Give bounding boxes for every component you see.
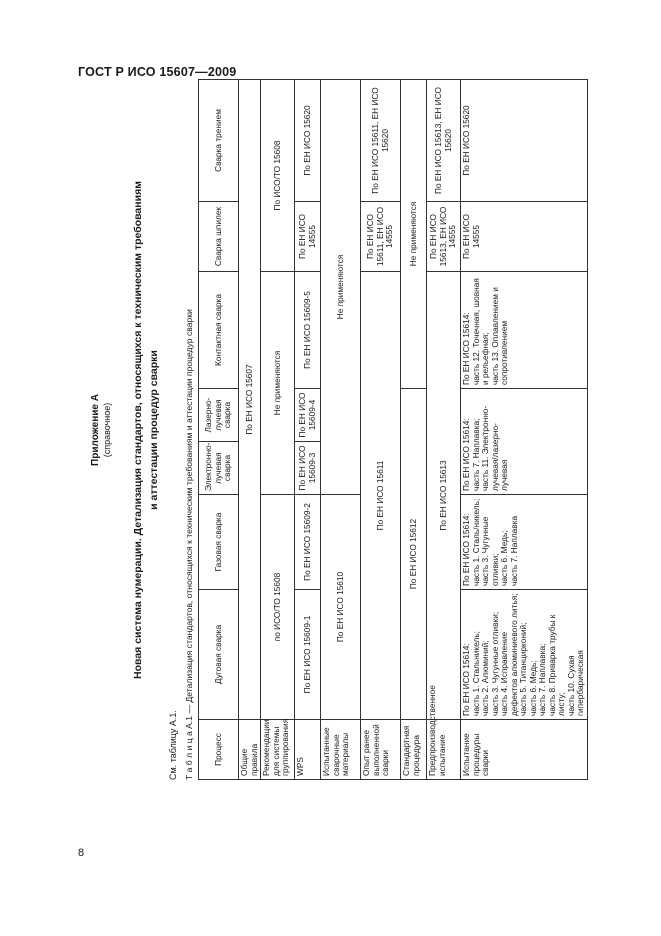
table-row xyxy=(239,80,261,780)
list-item: часть 11. Электронно-лучевая/лазерно-лучевая xyxy=(480,405,509,491)
see-table-note: См. таблицу А.1. xyxy=(168,710,178,780)
list-item: часть 6. Медь; xyxy=(499,530,509,586)
document-header: ГОСТ Р ИСО 15607—2009 xyxy=(78,65,237,79)
cell-recommend-beam-contact: Не применяются xyxy=(261,272,295,495)
cell-recommend-arc-gas: по ИСО/ТО 15608 xyxy=(261,495,295,720)
row-label-wps: WPS xyxy=(295,720,321,780)
table-row xyxy=(361,80,401,780)
col-friction: Сварка трением xyxy=(199,80,239,202)
annex-note: (справочное) xyxy=(102,402,112,458)
cell-tested-arc-gas: По ЕН ИСО 15610 xyxy=(321,495,361,720)
list-item: По ЕН ИСО 15614: xyxy=(461,418,471,491)
list-item: часть 3. Чугунные отливки; xyxy=(480,516,500,586)
cell-test-beam xyxy=(461,389,588,495)
cell-test-stud: По ЕН ИСО 14555 xyxy=(461,202,588,272)
col-stud: Сварка шпилек xyxy=(199,202,239,272)
list-item: часть 2. Алюминий; xyxy=(480,640,490,716)
row-label-experience: Опыт ранее выполненной сварки xyxy=(361,720,401,780)
cell-tested-rest: Не применяются xyxy=(321,80,361,495)
row-label-recommend: Рекомендации для системы группирования xyxy=(261,720,295,780)
list-item: часть 12. Точечная, шовная и рельефная; xyxy=(470,278,490,385)
list-item: часть 8. Приварка трубы к листу; xyxy=(546,614,566,716)
annex-title-line2: и аттестации процедур сварки xyxy=(148,350,160,510)
list-item: часть 7. Наплавка; xyxy=(537,643,547,716)
row-label-general: Общие правила xyxy=(239,720,261,780)
col-electron-beam: Электронно-лучевая сварка xyxy=(199,442,239,495)
list-item: часть 10. Сухая гипербарическая xyxy=(565,650,585,716)
cell-general: По ЕН ИСО 15607 xyxy=(239,80,261,720)
cell-experience-main: По ЕН ИСО 15611 xyxy=(361,272,401,720)
col-laser-beam: Лазерно-лучевая сварка xyxy=(199,389,239,442)
list-item: часть 3. Чугунные отливки; xyxy=(489,611,500,716)
cell-wps-laser: По ЕН ИСО 15609-4 xyxy=(295,389,321,442)
list-item: часть 4. Исправление дефектов алюминиевого литья; xyxy=(499,593,519,716)
table-row xyxy=(321,80,361,780)
cell-wps-stud: По ЕН ИСО 14555 xyxy=(295,202,321,272)
col-contact: Контактная сварка xyxy=(199,272,239,389)
row-label-tested: Испытанные сварочные материалы xyxy=(321,720,361,780)
list-item: часть 7. Наплавка; xyxy=(470,418,481,491)
row-label-standard: Стандартная процедура xyxy=(401,720,427,780)
row-label-preproduction: Предпроизводственное испытание xyxy=(427,720,461,780)
cell-preproduction-stud: По ЕН ИСО 15613, ЕН ИСО 14555 xyxy=(427,202,461,272)
table-row xyxy=(461,80,588,780)
table-row xyxy=(295,80,321,780)
cell-test-contact xyxy=(461,272,588,389)
page-number: 8 xyxy=(78,847,85,859)
list-item: часть 7. Наплавка xyxy=(508,515,519,586)
list-item: часть 6. Медь; xyxy=(527,660,538,716)
cell-wps-eb: По ЕН ИСО 15609-3 xyxy=(295,442,321,495)
cell-recommend-stud-friction: По ИСО/ТО 15608 xyxy=(261,80,295,272)
row-label-test: Испытание процедуры сварки xyxy=(461,720,588,780)
list-item: По ЕН ИСО 15614: xyxy=(461,643,471,716)
cell-preproduction-friction: По ЕН ИСО 15613, ЕН ИСО 15620 xyxy=(427,80,461,202)
cell-wps-gas: По ЕН ИСО 15609-2 xyxy=(295,495,321,590)
list-item: По ЕН ИСО 15614: xyxy=(461,312,471,385)
col-gas: Газовая сварка xyxy=(199,495,239,590)
annex-title xyxy=(130,80,162,780)
list-item: По ЕН ИСО 15614: xyxy=(461,513,471,586)
annex-label: Приложение А xyxy=(90,394,101,466)
list-item: часть 5. Титанцирконий; xyxy=(518,622,528,716)
rotated-annex xyxy=(80,80,600,780)
list-item: часть 1. Сталь/никель; xyxy=(470,498,481,586)
cell-standard-rest: Не применяются xyxy=(401,80,427,389)
cell-wps-contact: По ЕН ИСО 15609-5 xyxy=(295,272,321,389)
cell-preproduction-main: По ЕН ИСО 15613 xyxy=(427,272,461,720)
table-row xyxy=(427,80,461,780)
standards-table xyxy=(198,79,588,780)
col-arc: Дуговая сварка xyxy=(199,590,239,720)
cell-wps-arc: По ЕН ИСО 15609-1 xyxy=(295,590,321,720)
cell-test-arc xyxy=(461,590,588,720)
annex-heading xyxy=(90,80,113,780)
list-item: часть 13. Оплавлением и сопротивлением xyxy=(489,287,509,385)
table-caption: Т а б л и ц а А.1 — Детализация стандартов, относящихся к техническим требованиям и аттестации процедур сварки xyxy=(184,309,194,780)
cell-experience-stud: По ЕН ИСО 15611, ЕН ИСО 14555 xyxy=(361,202,401,272)
cell-experience-friction: По ЕН ИСО 15611, ЕН ИСО 15620 xyxy=(361,80,401,202)
list-item: часть 1. Стальникель; xyxy=(470,631,481,716)
table-row xyxy=(261,80,295,780)
cell-standard-main: По ЕН ИСО 15612 xyxy=(401,389,427,720)
col-process: Процесс xyxy=(199,720,239,780)
annex-title-line1: Новая система нумерации. Детализация стандартов, относящихся к техническим требованиям xyxy=(132,181,144,679)
cell-wps-friction: По ЕН ИСО 15620 xyxy=(295,80,321,202)
cell-test-gas xyxy=(461,495,588,590)
cell-test-friction: По ЕН ИСО 15620 xyxy=(461,80,588,202)
table-row xyxy=(401,80,427,780)
